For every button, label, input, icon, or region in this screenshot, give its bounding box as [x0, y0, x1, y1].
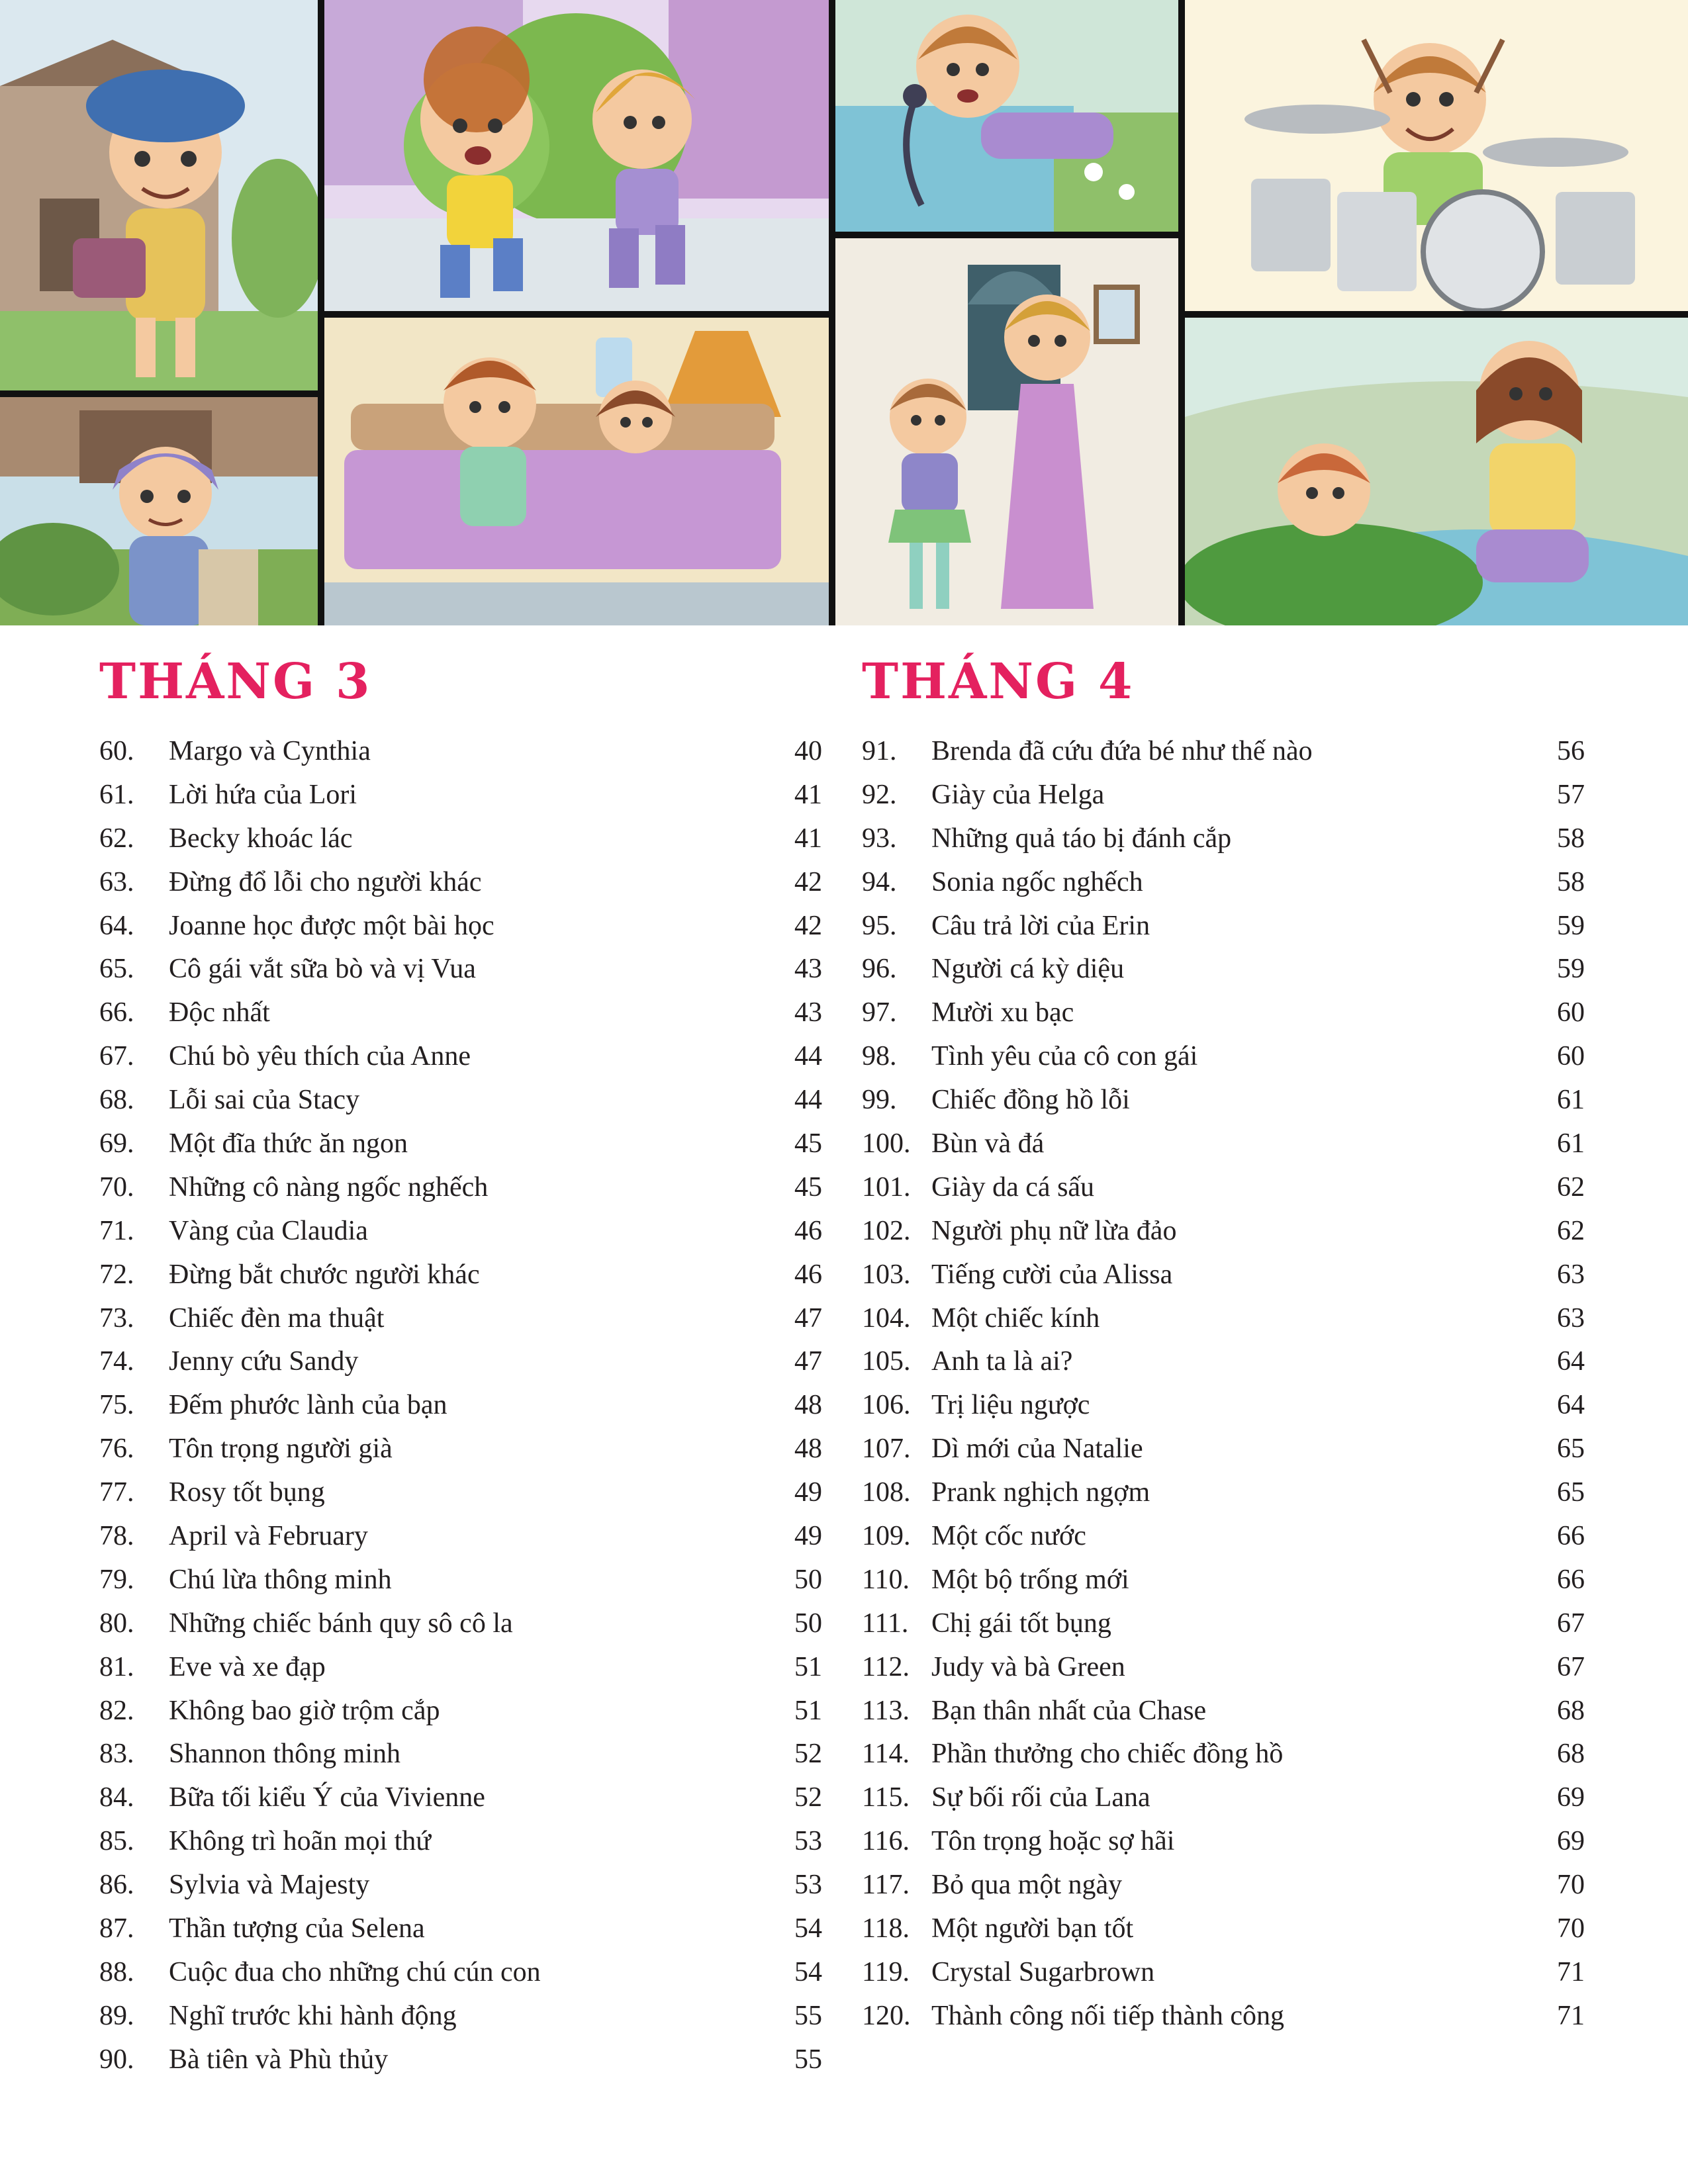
toc-entry-number: 70.	[99, 1171, 134, 1203]
illustration-girl-with-mail-bag	[0, 0, 318, 390]
toc-entry-page: 66	[1557, 1521, 1585, 1552]
toc-entry	[99, 1515, 822, 1559]
toc-entry-title: Đừng đổ lỗi cho người khác	[169, 866, 482, 897]
toc-entry	[862, 948, 1585, 991]
toc-entry-title: Tôn trọng hoặc sợ hãi	[931, 1826, 1175, 1857]
toc-entry	[99, 1864, 822, 1907]
toc-entry-number: 78.	[99, 1521, 134, 1552]
toc-entry	[862, 1733, 1585, 1776]
toc-entry-title: Cô gái vắt sữa bò và vị Vua	[169, 954, 476, 985]
toc-entry-title: Thần tượng của Selena	[169, 1913, 425, 1944]
illustration-children-on-bed	[324, 318, 829, 625]
toc-entry-number: 99.	[862, 1085, 897, 1116]
toc-entry	[99, 861, 822, 905]
toc-entry-page: 63	[1557, 1302, 1585, 1334]
illustration-girls-running	[324, 0, 829, 311]
toc-entry-number: 87.	[99, 1913, 134, 1944]
toc-entry-title: Bỏ qua một ngày	[931, 1870, 1123, 1901]
toc-entry-title: Độc nhất	[169, 997, 270, 1028]
toc-entry-number: 111.	[862, 1608, 909, 1639]
illustration-girl-helping-friend	[1185, 318, 1688, 625]
toc-entry-page: 55	[794, 2000, 822, 2031]
toc-entry-title: Chú lừa thông minh	[169, 1564, 392, 1595]
toc-entry-page: 47	[794, 1346, 822, 1377]
toc-entry-title: Eve và xe đạp	[169, 1651, 326, 1682]
toc-entry-title: Bà tiên và Phù thủy	[169, 2044, 389, 2075]
toc-entry-page: 51	[794, 1651, 822, 1682]
toc-entry-number: 72.	[99, 1259, 134, 1290]
toc-entry-number: 102.	[862, 1215, 911, 1246]
toc-entry-page: 41	[794, 779, 822, 810]
toc-entry	[99, 1646, 822, 1690]
toc-entry-number: 119.	[862, 1956, 910, 1987]
toc-entry	[99, 1384, 822, 1428]
toc-entry	[862, 1602, 1585, 1646]
toc-entry-number: 84.	[99, 1782, 134, 1813]
toc-month-3	[99, 652, 822, 2082]
toc-entry-number: 75.	[99, 1390, 134, 1421]
toc-entry-number: 83.	[99, 1739, 134, 1770]
toc-entry-number: 100.	[862, 1128, 911, 1160]
toc-entry-page: 43	[794, 997, 822, 1028]
toc-entry-title: Tôn trọng người già	[169, 1433, 393, 1465]
toc-entry	[862, 1690, 1585, 1733]
toc-entry	[99, 905, 822, 948]
toc-entry-page: 71	[1557, 1956, 1585, 1987]
toc-entry-number: 69.	[99, 1128, 134, 1160]
toc-entry-title: Sonia ngốc nghếch	[931, 866, 1143, 897]
toc-entry-title: Becky khoác lác	[169, 823, 353, 854]
toc-entry-number: 62.	[99, 823, 134, 854]
toc-entry-title: Rosy tốt bụng	[169, 1477, 325, 1508]
toc-entry-number: 96.	[862, 954, 897, 985]
toc-entry	[862, 1776, 1585, 1820]
toc-month-4-list	[862, 730, 1585, 2038]
toc-entry-title: Lỗi sai của Stacy	[169, 1085, 360, 1116]
toc-entry-page: 67	[1557, 1608, 1585, 1639]
toc-entry-page: 63	[1557, 1259, 1585, 1290]
toc-entry-page: 61	[1557, 1085, 1585, 1116]
toc-entry-page: 46	[794, 1259, 822, 1290]
toc-entry-title: Sylvia và Majesty	[169, 1870, 370, 1901]
toc-entry	[862, 1820, 1585, 1864]
toc-entry-number: 120.	[862, 2000, 911, 2031]
toc-entry	[99, 1690, 822, 1733]
toc-entry-title: Một chiếc kính	[931, 1302, 1100, 1334]
toc-entry-number: 91.	[862, 736, 897, 766]
toc-entry-title: Người cá kỳ diệu	[931, 954, 1125, 985]
toc-entry	[862, 1035, 1585, 1079]
toc-entry-page: 49	[794, 1521, 822, 1552]
toc-entry-number: 74.	[99, 1346, 134, 1377]
toc-entry-number: 86.	[99, 1870, 134, 1901]
toc-entry-number: 73.	[99, 1302, 134, 1334]
toc-entry-page: 47	[794, 1302, 822, 1334]
toc-entry-number: 114.	[862, 1739, 910, 1770]
toc-entry	[99, 1210, 822, 1253]
toc-entry	[99, 1733, 822, 1776]
toc-entry-page: 48	[794, 1433, 822, 1465]
toc-entry-number: 80.	[99, 1608, 134, 1639]
toc-entry-page: 49	[794, 1477, 822, 1508]
toc-entry	[99, 1166, 822, 1210]
toc-entry-page: 59	[1557, 954, 1585, 985]
illustration-girl-in-bonnet	[0, 397, 318, 625]
toc-entry	[99, 1471, 822, 1515]
toc-entry-page: 65	[1557, 1477, 1585, 1508]
toc-entry-title: Một bộ trống mới	[931, 1564, 1129, 1595]
toc-entry-page: 50	[794, 1608, 822, 1639]
toc-entry-number: 65.	[99, 954, 134, 985]
toc-entry-page: 62	[1557, 1171, 1585, 1203]
toc-entry-number: 71.	[99, 1215, 134, 1246]
toc-entry-title: Shannon thông minh	[169, 1739, 401, 1770]
toc-entry-page: 51	[794, 1695, 822, 1726]
toc-entry-number: 68.	[99, 1085, 134, 1116]
toc-entry-number: 104.	[862, 1302, 911, 1334]
toc-entry-page: 65	[1557, 1433, 1585, 1465]
toc-entry-title: Sự bối rối của Lana	[931, 1782, 1150, 1813]
toc-entry-page: 44	[794, 1041, 822, 1072]
toc-entry-page: 43	[794, 954, 822, 985]
toc-entry-title: Prank nghịch ngợm	[931, 1477, 1150, 1508]
month-3-title: THÁNG 3	[99, 653, 372, 710]
toc-entry	[862, 1210, 1585, 1253]
toc-entry-number: 85.	[99, 1826, 134, 1857]
toc-entry-title: Trị liệu ngược	[931, 1390, 1090, 1421]
toc-entry-number: 98.	[862, 1041, 897, 1072]
toc-entry	[99, 1122, 822, 1166]
toc-entry-page: 55	[794, 2044, 822, 2075]
toc-entry-page: 53	[794, 1826, 822, 1857]
toc-entry-page: 53	[794, 1870, 822, 1901]
toc-entry-number: 61.	[99, 779, 134, 810]
toc-entry-number: 107.	[862, 1433, 911, 1465]
toc-entry-title: Tình yêu của cô con gái	[931, 1041, 1198, 1072]
toc-entry	[862, 1559, 1585, 1602]
toc-entry-number: 106.	[862, 1390, 911, 1421]
toc-entry	[862, 1471, 1585, 1515]
toc-entry	[862, 817, 1585, 861]
toc-entry-number: 113.	[862, 1695, 910, 1726]
toc-entry-title: Bữa tối kiểu Ý của Vivienne	[169, 1782, 485, 1813]
toc-entry-title: Những chiếc bánh quy sô cô la	[169, 1608, 513, 1639]
toc-entry-page: 45	[794, 1128, 822, 1160]
toc-entry-title: Crystal Sugarbrown	[931, 1956, 1155, 1987]
toc-entry	[99, 1559, 822, 1602]
toc-entry-page: 64	[1557, 1390, 1585, 1421]
toc-entry-number: 64.	[99, 910, 134, 941]
toc-entry-page: 58	[1557, 866, 1585, 897]
toc-entry-number: 93.	[862, 823, 897, 854]
toc-entry	[862, 774, 1585, 817]
toc-entry-title: Chiếc đồng hồ lỗi	[931, 1085, 1130, 1116]
toc-entry-title: Một cốc nước	[931, 1521, 1086, 1552]
toc-entry-title: Chú bò yêu thích của Anne	[169, 1041, 471, 1072]
illustration-child-playing-drums	[1185, 0, 1688, 311]
toc-entry-number: 112.	[862, 1651, 910, 1682]
toc-entry	[862, 1646, 1585, 1690]
toc-entry	[862, 905, 1585, 948]
toc-entry-number: 115.	[862, 1782, 910, 1813]
toc-entry-page: 45	[794, 1171, 822, 1203]
toc-entry	[862, 1907, 1585, 1951]
toc-entry	[99, 991, 822, 1035]
toc-entry	[862, 1079, 1585, 1122]
toc-entry	[99, 948, 822, 991]
toc-entry	[99, 774, 822, 817]
toc-entry-number: 116.	[862, 1826, 910, 1857]
illustration-girl-at-pond	[835, 0, 1178, 232]
toc-entry-number: 94.	[862, 866, 897, 897]
toc-entry	[99, 2038, 822, 2082]
toc-entry-title: Vàng của Claudia	[169, 1215, 368, 1246]
toc-entry-number: 92.	[862, 779, 897, 810]
toc-entry	[862, 1122, 1585, 1166]
toc-entry	[862, 861, 1585, 905]
toc-month-3-list	[99, 730, 822, 2082]
illustration-girl-with-mother	[835, 238, 1178, 625]
toc-entry-title: Không bao giờ trộm cắp	[169, 1695, 440, 1726]
toc-entry-title: Giày da cá sấu	[931, 1171, 1095, 1203]
toc-entry-title: Thành công nối tiếp thành công	[931, 2000, 1285, 2031]
toc-entry-page: 69	[1557, 1782, 1585, 1813]
toc-entry-page: 61	[1557, 1128, 1585, 1160]
toc-entry	[862, 1995, 1585, 2038]
toc-entry-title: Jenny cứu Sandy	[169, 1346, 359, 1377]
toc-entry-page: 69	[1557, 1826, 1585, 1857]
toc-entry	[862, 1384, 1585, 1428]
toc-entry-number: 95.	[862, 910, 897, 941]
toc-entry-number: 103.	[862, 1259, 911, 1290]
toc-entry	[99, 1428, 822, 1471]
toc-entry-title: Người phụ nữ lừa đảo	[931, 1215, 1177, 1246]
toc-entry-title: Chị gái tốt bụng	[931, 1608, 1111, 1639]
toc-entry-page: 56	[1557, 736, 1585, 766]
toc-entry-title: Margo và Cynthia	[169, 736, 371, 766]
toc-entry-title: Một đĩa thức ăn ngon	[169, 1128, 408, 1160]
toc-entry	[99, 1907, 822, 1951]
toc-entry-page: 66	[1557, 1564, 1585, 1595]
toc-entry-page: 57	[1557, 779, 1585, 810]
toc-entry-page: 48	[794, 1390, 822, 1421]
toc-entry-number: 101.	[862, 1171, 911, 1203]
toc-entry-number: 76.	[99, 1433, 134, 1465]
toc-entry-number: 67.	[99, 1041, 134, 1072]
toc-entry-title: Phần thưởng cho chiếc đồng hồ	[931, 1739, 1284, 1770]
toc-entry-number: 117.	[862, 1870, 910, 1901]
toc-entry	[99, 1602, 822, 1646]
toc-entry-title: Joanne học được một bài học	[169, 910, 494, 941]
toc-entry	[862, 730, 1585, 774]
toc-entry	[862, 1428, 1585, 1471]
toc-entry-page: 68	[1557, 1695, 1585, 1726]
toc-entry-title: April và February	[169, 1521, 368, 1552]
toc-entry-number: 66.	[99, 997, 134, 1028]
toc-entry-number: 60.	[99, 736, 134, 766]
toc-entry	[862, 1340, 1585, 1384]
toc-entry-title: Anh ta là ai?	[931, 1346, 1073, 1377]
toc-entry-page: 52	[794, 1739, 822, 1770]
toc-entry	[862, 1951, 1585, 1995]
toc-entry-page: 44	[794, 1085, 822, 1116]
toc-entry-page: 70	[1557, 1870, 1585, 1901]
toc-entry-title: Mười xu bạc	[931, 997, 1074, 1028]
toc-entry-page: 60	[1557, 1041, 1585, 1072]
toc-entry-number: 88.	[99, 1956, 134, 1987]
toc-entry-title: Nghĩ trước khi hành động	[169, 2000, 457, 2031]
toc-entry	[99, 1253, 822, 1297]
toc-entry-number: 109.	[862, 1521, 911, 1552]
toc-entry-number: 110.	[862, 1564, 910, 1595]
toc-entry-number: 77.	[99, 1477, 134, 1508]
toc-entry-page: 71	[1557, 2000, 1585, 2031]
toc-entry-number: 97.	[862, 997, 897, 1028]
toc-entry-title: Brenda đã cứu đứa bé như thế nào	[931, 736, 1313, 766]
toc-entry	[99, 817, 822, 861]
toc-entry	[862, 1864, 1585, 1907]
toc-entry	[99, 1820, 822, 1864]
toc-entry	[99, 1776, 822, 1820]
toc-entry-title: Bạn thân nhất của Chase	[931, 1695, 1207, 1726]
toc-entry-number: 82.	[99, 1695, 134, 1726]
toc-entry-page: 40	[794, 736, 822, 766]
toc-entry	[862, 1166, 1585, 1210]
toc-entry-number: 81.	[99, 1651, 134, 1682]
toc-entry-page: 42	[794, 910, 822, 941]
toc-entry-page: 59	[1557, 910, 1585, 941]
toc-entry-page: 67	[1557, 1651, 1585, 1682]
toc-entry	[99, 1079, 822, 1122]
toc-entry-number: 79.	[99, 1564, 134, 1595]
toc-entry-page: 62	[1557, 1215, 1585, 1246]
toc-entry	[862, 991, 1585, 1035]
toc-entry-title: Đếm phước lành của bạn	[169, 1390, 447, 1421]
toc-entry-number: 90.	[99, 2044, 134, 2075]
toc-entry-title: Những quả táo bị đánh cắp	[931, 823, 1232, 854]
toc-entry-title: Lời hứa của Lori	[169, 779, 357, 810]
toc-entry	[99, 1297, 822, 1341]
toc-entry-title: Tiếng cười của Alissa	[931, 1259, 1173, 1290]
toc-entry	[862, 1253, 1585, 1297]
toc-entry-number: 105.	[862, 1346, 911, 1377]
toc-entry-page: 42	[794, 866, 822, 897]
toc-entry-page: 41	[794, 823, 822, 854]
toc-entry-page: 58	[1557, 823, 1585, 854]
toc-entry-page: 52	[794, 1782, 822, 1813]
toc-entry-title: Dì mới của Natalie	[931, 1433, 1143, 1465]
toc-entry-number: 108.	[862, 1477, 911, 1508]
toc-entry	[99, 730, 822, 774]
toc-entry	[862, 1297, 1585, 1341]
toc-entry	[99, 1340, 822, 1384]
toc-entry-page: 54	[794, 1956, 822, 1987]
toc-entry-title: Câu trả lời của Erin	[931, 910, 1150, 941]
toc-entry-page: 60	[1557, 997, 1585, 1028]
month-4-title: THÁNG 4	[862, 653, 1135, 710]
toc-entry-title: Đừng bắt chước người khác	[169, 1259, 480, 1290]
toc-entry-title: Bùn và đá	[931, 1128, 1045, 1160]
toc-entry-title: Judy và bà Green	[931, 1651, 1125, 1682]
toc-entry	[99, 1951, 822, 1995]
toc-entry-title: Những cô nàng ngốc nghếch	[169, 1171, 489, 1203]
illustration-collage	[0, 0, 1688, 625]
toc-entry-page: 54	[794, 1913, 822, 1944]
toc-entry-page: 68	[1557, 1739, 1585, 1770]
toc-entry-title: Không trì hoãn mọi thứ	[169, 1826, 432, 1857]
toc-entry-number: 89.	[99, 2000, 134, 2031]
toc-entry-page: 46	[794, 1215, 822, 1246]
toc-entry	[862, 1515, 1585, 1559]
toc-entry-title: Giày của Helga	[931, 779, 1105, 810]
toc-month-4	[862, 652, 1585, 2038]
toc-entry-number: 118.	[862, 1913, 910, 1944]
toc-entry-title: Một người bạn tốt	[931, 1913, 1134, 1944]
toc-entry	[99, 1995, 822, 2038]
toc-entry-page: 64	[1557, 1346, 1585, 1377]
toc-entry-title: Cuộc đua cho những chú cún con	[169, 1956, 541, 1987]
toc-entry-number: 63.	[99, 866, 134, 897]
toc-entry-title: Chiếc đèn ma thuật	[169, 1302, 385, 1334]
toc-entry-page: 50	[794, 1564, 822, 1595]
toc-entry	[99, 1035, 822, 1079]
toc-entry-page: 70	[1557, 1913, 1585, 1944]
